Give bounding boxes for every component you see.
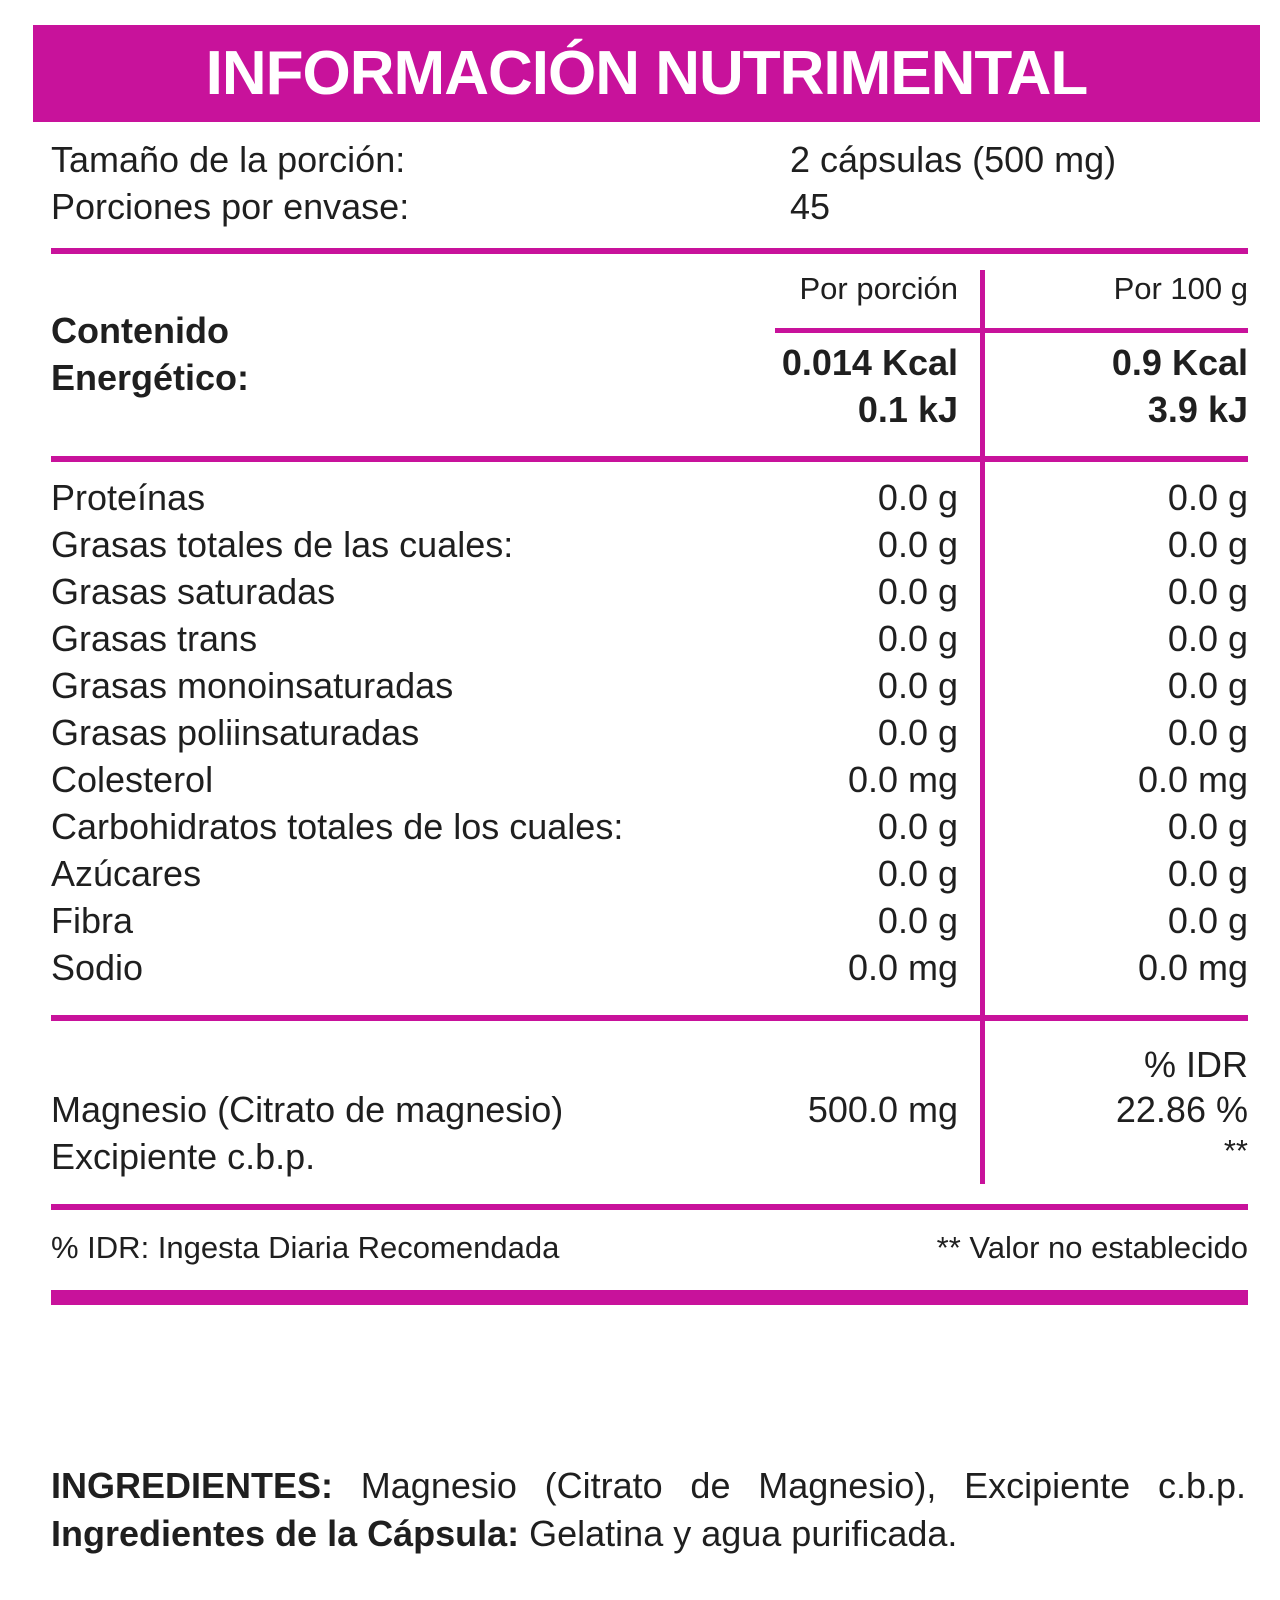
nutrient-serving: 0.0 g [877, 524, 958, 565]
page-title: INFORMACIÓN NUTRIMENTAL [205, 39, 1088, 108]
divider-bottom-thick [51, 1290, 1248, 1305]
nutrient-name: Grasas poliinsaturadas [51, 712, 420, 753]
footnote-idr: % IDR: Ingesta Diaria Recomendada [51, 1230, 560, 1265]
table-row [0, 757, 1280, 804]
ingredients-label: INGREDIENTES: [51, 1465, 334, 1506]
energy-serving-kcal: 0.014 Kcal [781, 342, 958, 383]
table-row [0, 569, 1280, 616]
nutrient-100g: 0.0 g [1167, 853, 1248, 894]
magnesium-amount: 500.0 mg [807, 1089, 958, 1130]
nutrient-100g: 0.0 mg [1137, 759, 1248, 800]
table-row [0, 898, 1280, 945]
nutrient-100g: 0.0 g [1167, 900, 1248, 941]
nutrient-serving: 0.0 g [877, 477, 958, 518]
nutrient-serving: 0.0 g [877, 571, 958, 612]
header-bar [33, 25, 1260, 122]
divider-2 [51, 456, 1248, 462]
nutrient-100g: 0.0 g [1167, 524, 1248, 565]
energy-100g-kj: 3.9 kJ [1147, 389, 1248, 430]
nutrient-100g: 0.0 g [1167, 571, 1248, 612]
servings-per-container-value: 45 [790, 186, 831, 227]
nutrient-name: Grasas monoinsaturadas [51, 665, 454, 706]
nutrient-name: Sodio [51, 947, 144, 988]
nutrient-serving: 0.0 g [877, 806, 958, 847]
nutrient-serving: 0.0 g [877, 712, 958, 753]
capsule-ingredients-text: Gelatina y agua purificada. [519, 1513, 958, 1554]
nutrient-name: Fibra [51, 900, 134, 941]
column-separator-top [980, 270, 985, 456]
divider-3 [51, 1015, 1248, 1021]
energy-label-line1: Contenido [51, 310, 229, 351]
nutrient-serving: 0.0 mg [847, 759, 958, 800]
nutrient-name: Proteínas [51, 477, 206, 518]
table-row [0, 475, 1280, 522]
nutrient-serving: 0.0 g [877, 618, 958, 659]
nutrient-serving: 0.0 g [877, 665, 958, 706]
magnesium-label: Magnesio (Citrato de magnesio) [51, 1089, 564, 1130]
footnote-not-established: ** Valor no establecido [936, 1230, 1248, 1265]
nutrient-100g: 0.0 g [1167, 618, 1248, 659]
idr-header: % IDR [1143, 1044, 1248, 1085]
nutrient-100g: 0.0 g [1167, 477, 1248, 518]
nutrient-name: Grasas totales de las cuales: [51, 524, 514, 565]
energy-label-line2: Energético: [51, 357, 250, 398]
nutrient-name: Colesterol [51, 759, 214, 800]
divider-1 [51, 248, 1248, 254]
nutrient-100g: 0.0 mg [1137, 947, 1248, 988]
nutrient-100g: 0.0 g [1167, 806, 1248, 847]
energy-serving-kj: 0.1 kJ [857, 389, 958, 430]
magnesium-idr: 22.86 % [1115, 1089, 1248, 1130]
column-header-per-serving: Por porción [799, 271, 958, 306]
excipient-idr: ** [1223, 1133, 1248, 1168]
table-row [0, 945, 1280, 992]
serving-size-label: Tamaño de la porción: [51, 139, 406, 180]
table-row [0, 851, 1280, 898]
nutrient-serving: 0.0 g [877, 853, 958, 894]
table-row [0, 522, 1280, 569]
excipient-label: Excipiente c.b.p. [51, 1136, 316, 1177]
column-header-per-100g: Por 100 g [1113, 271, 1248, 306]
ingredients-paragraph [51, 1462, 1246, 1558]
nutrient-serving: 0.0 g [877, 900, 958, 941]
nutrient-serving: 0.0 mg [847, 947, 958, 988]
nutrient-name: Grasas saturadas [51, 571, 336, 612]
table-row [0, 710, 1280, 757]
table-row [0, 663, 1280, 710]
serving-size-value: 2 cápsulas (500 mg) [790, 139, 1117, 180]
nutrient-name: Carbohidratos totales de los cuales: [51, 806, 624, 847]
capsule-ingredients-label: Ingredientes de la Cápsula: [51, 1513, 520, 1554]
column-header-underline [775, 328, 1248, 333]
nutrient-100g: 0.0 g [1167, 665, 1248, 706]
ingredients-text: Magnesio (Citrato de Magnesio), Excipiente c.b.p. [333, 1465, 1246, 1506]
nutrient-name: Azúcares [51, 853, 202, 894]
nutrient-100g: 0.0 g [1167, 712, 1248, 753]
nutrient-name: Grasas trans [51, 618, 258, 659]
table-row [0, 616, 1280, 663]
table-row [0, 804, 1280, 851]
divider-4 [51, 1204, 1248, 1210]
servings-per-container-label: Porciones por envase: [51, 186, 410, 227]
energy-100g-kcal: 0.9 Kcal [1111, 342, 1248, 383]
